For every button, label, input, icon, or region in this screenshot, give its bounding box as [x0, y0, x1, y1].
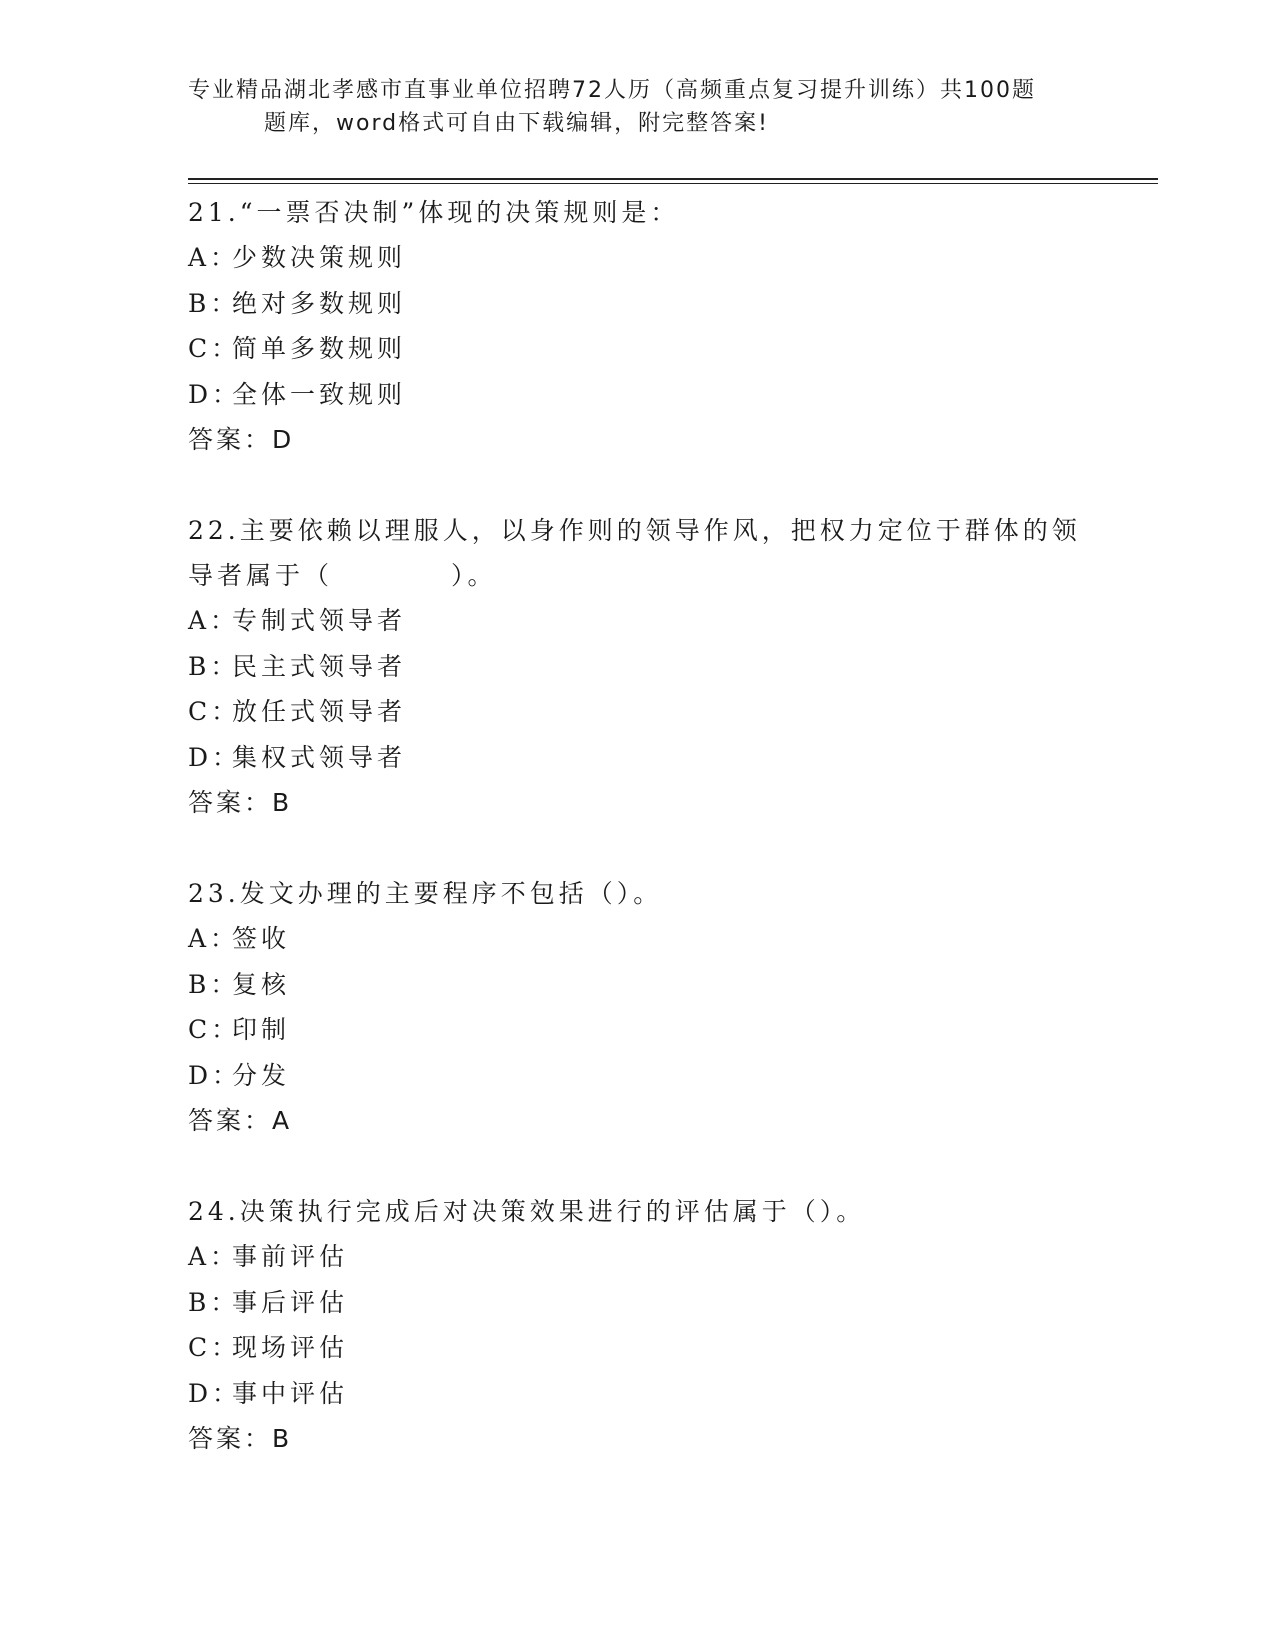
option-text: 印制	[232, 1015, 291, 1044]
option-b	[188, 962, 1108, 1008]
option-d	[188, 735, 1108, 781]
header-divider-thin	[188, 183, 1158, 184]
question-list	[188, 190, 1108, 1507]
stem-after-blank: ）。	[451, 561, 497, 590]
option-text: 签收	[232, 924, 291, 953]
option-letter: A：	[188, 924, 240, 953]
option-d	[188, 1371, 1108, 1417]
option-c	[188, 689, 1108, 735]
option-letter: B：	[188, 288, 240, 318]
answer-line: 答案：B	[188, 788, 293, 817]
option-text: 事前评估	[232, 1242, 349, 1271]
option-d	[188, 372, 1108, 418]
option-b	[188, 281, 1108, 327]
option-a	[188, 916, 1108, 962]
option-a	[188, 598, 1108, 644]
option-text: 复核	[232, 969, 291, 999]
question-23	[188, 871, 1108, 1144]
option-text: 事中评估	[232, 1378, 349, 1408]
answer-line: 答案：A	[188, 1106, 293, 1135]
question-24	[188, 1189, 1108, 1462]
header-title-line2: 题库，word格式可自由下载编辑，附完整答案!	[264, 111, 769, 136]
option-letter: C：	[188, 697, 241, 726]
option-text: 集权式领导者	[232, 742, 407, 772]
question-stem-continued	[188, 553, 1108, 598]
option-d	[188, 1053, 1108, 1099]
option-text: 事后评估	[232, 1287, 349, 1317]
option-letter: D：	[188, 1378, 242, 1408]
option-letter: C：	[188, 334, 241, 363]
option-text: 民主式领导者	[232, 651, 407, 681]
header-divider-thick	[188, 178, 1158, 180]
option-text: 分发	[232, 1060, 291, 1090]
option-c	[188, 1007, 1108, 1053]
option-letter: C：	[188, 1333, 241, 1362]
option-text: 简单多数规则	[232, 334, 407, 363]
answer-line: 答案：B	[188, 1424, 293, 1453]
option-b	[188, 644, 1108, 690]
option-text: 绝对多数规则	[232, 288, 407, 318]
option-letter: D：	[188, 379, 242, 409]
option-b	[188, 1280, 1108, 1326]
option-letter: B：	[188, 969, 240, 999]
option-text: 现场评估	[232, 1333, 349, 1362]
option-a	[188, 1234, 1108, 1280]
option-text: 专制式领导者	[232, 606, 407, 635]
option-c	[188, 326, 1108, 372]
header-title-line1: 专业精品湖北孝感市直事业单位招聘72人历（高频重点复习提升训练）共100题	[188, 78, 1036, 103]
stem-before-blank: 导者属于（	[188, 561, 334, 590]
option-letter: A：	[188, 243, 240, 272]
question-stem: 21.“一票否决制”体现的决策规则是：	[188, 198, 680, 227]
option-letter: A：	[188, 606, 240, 635]
question-21	[188, 190, 1108, 463]
option-c	[188, 1325, 1108, 1371]
option-letter: B：	[188, 651, 240, 681]
question-stem: 24.决策执行完成后对决策效果进行的评估属于（）。	[188, 1197, 866, 1226]
option-text: 放任式领导者	[232, 697, 407, 726]
option-letter: A：	[188, 1242, 240, 1271]
option-text: 全体一致规则	[232, 379, 407, 409]
question-stem: 22.主要依赖以理服人，以身作则的领导作风，把权力定位于群体的领	[188, 516, 1081, 545]
option-letter: C：	[188, 1015, 241, 1044]
document-header	[188, 74, 1088, 140]
option-letter: D：	[188, 742, 242, 772]
answer-line: 答案：D	[188, 425, 295, 454]
question-22	[188, 508, 1108, 826]
option-text: 少数决策规则	[232, 243, 407, 272]
option-a	[188, 235, 1108, 281]
option-letter: D：	[188, 1060, 242, 1090]
question-stem: 23.发文办理的主要程序不包括（）。	[188, 879, 663, 908]
option-letter: B：	[188, 1287, 240, 1317]
